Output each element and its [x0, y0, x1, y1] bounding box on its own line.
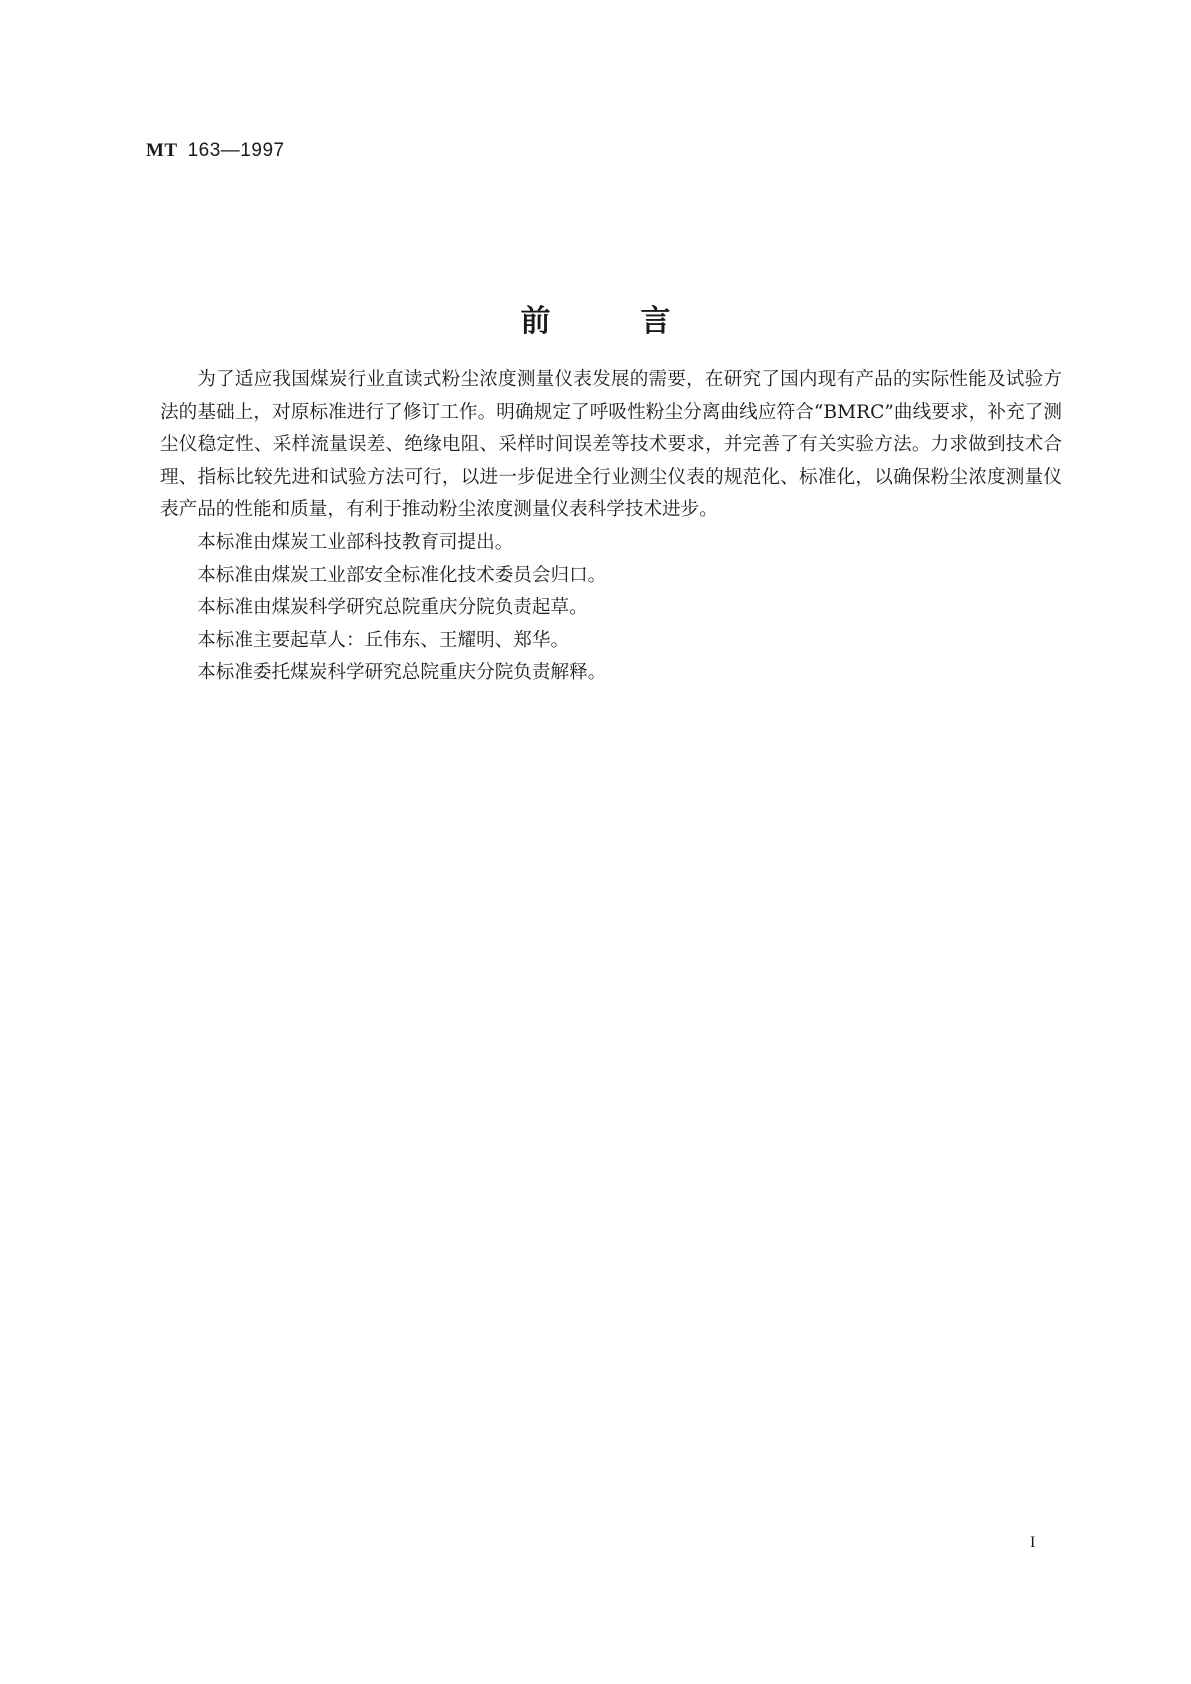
paragraph-proposer: 本标准由煤炭工业部科技教育司提出。	[197, 531, 514, 553]
paragraph-drafter-org: 本标准由煤炭科学研究总院重庆分院负责起草。	[197, 597, 588, 619]
standard-code-prefix: MT	[146, 140, 178, 161]
title-char-1: 前	[520, 304, 551, 339]
page-title	[0, 296, 1191, 340]
title-char-2: 言	[640, 304, 671, 339]
foreword-body	[160, 364, 1062, 690]
standard-code	[146, 140, 285, 162]
standard-code-number: 163—1997	[187, 140, 285, 161]
page-number: I	[1030, 1534, 1036, 1551]
paragraph-interpreter: 本标准委托煤炭科学研究总院重庆分院负责解释。	[197, 662, 607, 684]
paragraph-drafters: 本标准主要起草人：丘伟东、王耀明、郑华。	[197, 629, 570, 651]
paragraph-intro: 为了适应我国煤炭行业直读式粉尘浓度测量仪表发展的需要，在研究了国内现有产品的实际性能及试验方法的基础上，对原标准进行了修订工作。明确规定了呼吸性粉尘分离曲线应符合“BMRC”曲线要求，补充了测尘仪稳定性、采样流量误差、绝缘电阻、采样时间误差等技术要求，并完善了有关实验方法。力求做到技术合理、指标比较先进和试验方法可行，以进一步促进全行业测尘仪表的规范化、标准化，以确保粉尘浓度测量仪表产品的性能和质量，有利于推动粉尘浓度测量仪表科学技术进步。	[160, 369, 1062, 521]
paragraph-administrator: 本标准由煤炭工业部安全标准化技术委员会归口。	[197, 564, 607, 586]
